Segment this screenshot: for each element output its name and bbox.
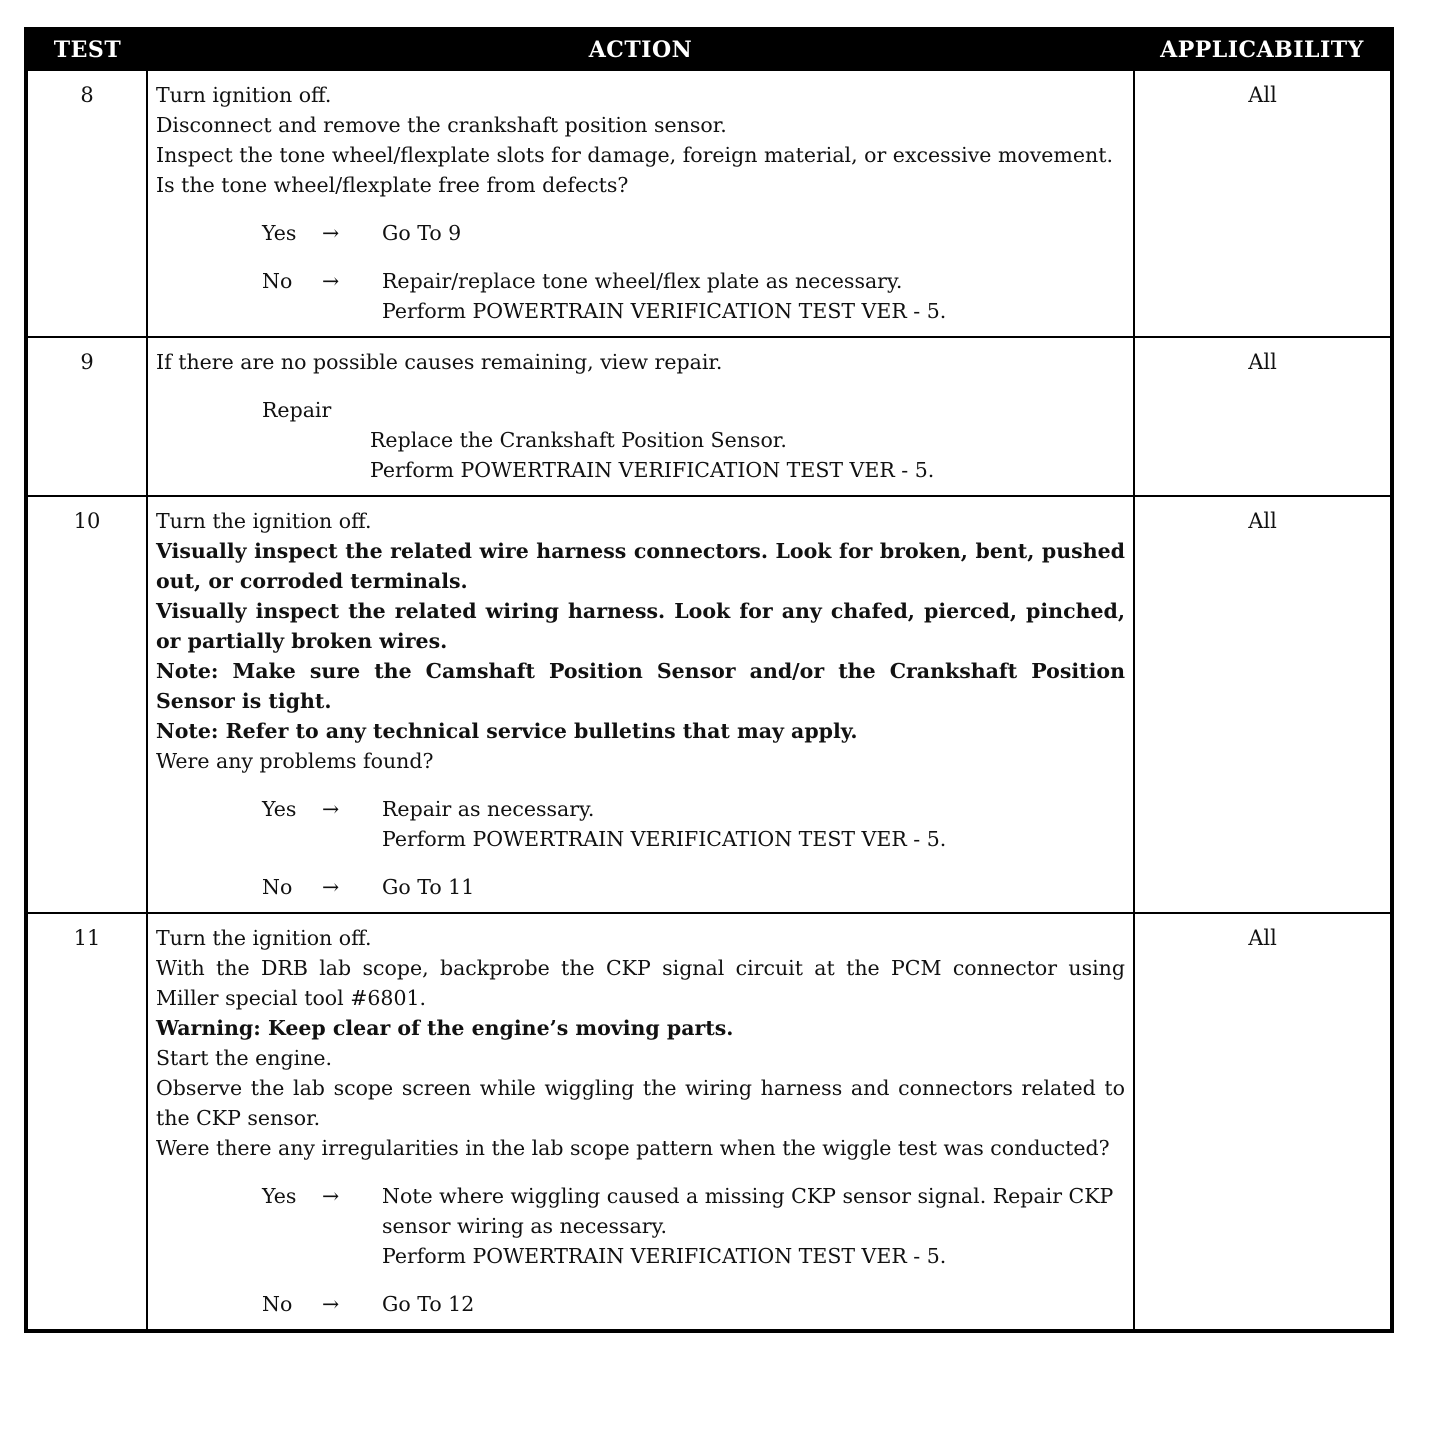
action-line: Start the engine.	[156, 1046, 333, 1070]
table-header-row	[26, 29, 1392, 70]
response-line: Repair as necessary.	[382, 797, 595, 821]
response-line: Go To 12	[382, 1292, 475, 1316]
action-line: If there are no possible causes remaining, view repair.	[156, 350, 723, 374]
action-line: Turn ignition off.	[156, 83, 332, 107]
applicability-value: All	[1134, 337, 1392, 496]
action-line: Were any problems found?	[156, 749, 434, 773]
arrow-icon: →	[322, 269, 340, 293]
response-text	[382, 794, 1125, 854]
arrow-icon: →	[322, 1184, 340, 1208]
response-label: No	[262, 269, 293, 293]
applicability-value: All	[1134, 913, 1392, 1331]
header-test: TEST	[26, 29, 147, 70]
response-label: Yes	[262, 1184, 297, 1208]
test-number: 10	[26, 496, 147, 913]
action-cell	[147, 496, 1134, 913]
repair-text	[370, 425, 1125, 485]
arrow-icon: →	[322, 221, 340, 245]
response-line: Perform POWERTRAIN VERIFICATION TEST VER - 5.	[382, 1244, 947, 1268]
response-yes	[262, 218, 1125, 248]
table-row	[26, 496, 1392, 913]
response-line: Perform POWERTRAIN VERIFICATION TEST VER - 5.	[382, 299, 947, 323]
response-text	[382, 266, 1125, 326]
response-yes	[262, 794, 1125, 854]
action-cell	[147, 70, 1134, 337]
response-text	[382, 218, 1125, 248]
applicability-value: All	[1134, 70, 1392, 337]
arrow-icon: →	[322, 875, 340, 899]
test-number: 9	[26, 337, 147, 496]
action-cell	[147, 337, 1134, 496]
response-label: No	[262, 1292, 293, 1316]
response-no	[262, 872, 1125, 902]
diagnostic-test-table	[24, 27, 1394, 1333]
action-line: Inspect the tone wheel/flexplate slots for damage, foreign material, or excessive movement.	[156, 143, 1113, 167]
response-no	[262, 266, 1125, 326]
action-line: With the DRB lab scope, backprobe the CKP signal circuit at the PCM connector using Miller special tool #6801.	[156, 956, 1125, 1010]
test-number: 8	[26, 70, 147, 337]
response-text	[382, 1181, 1125, 1271]
arrow-icon: →	[322, 797, 340, 821]
header-applicability: APPLICABILITY	[1134, 29, 1392, 70]
action-line: Note: Refer to any technical service bulletins that may apply.	[156, 719, 858, 743]
response-line: Go To 11	[382, 875, 475, 899]
response-text	[382, 872, 1125, 902]
action-line: Is the tone wheel/flexplate free from defects?	[156, 173, 629, 197]
response-label: Yes	[262, 797, 297, 821]
action-line: Visually inspect the related wiring harness. Look for any chafed, pierced, pinched, or partially broken wires.	[156, 599, 1125, 653]
repair-label: Repair	[262, 398, 332, 422]
arrow-icon: →	[322, 1292, 340, 1316]
table-row	[26, 70, 1392, 337]
action-line: Note: Make sure the Camshaft Position Sensor and/or the Crankshaft Position Sensor is tight.	[156, 659, 1125, 713]
response-label: Yes	[262, 221, 297, 245]
response-line: Note where wiggling caused a missing CKP sensor signal. Repair CKP sensor wiring as necessary.	[382, 1184, 1114, 1238]
action-cell	[147, 913, 1134, 1331]
response-line: Repair/replace tone wheel/flex plate as necessary.	[382, 269, 903, 293]
table-row	[26, 337, 1392, 496]
action-line: Turn the ignition off.	[156, 926, 372, 950]
action-line: Warning: Keep clear of the engine’s moving parts.	[156, 1016, 734, 1040]
action-line: Turn the ignition off.	[156, 509, 372, 533]
applicability-value: All	[1134, 496, 1392, 913]
response-yes	[262, 1181, 1125, 1271]
test-number: 11	[26, 913, 147, 1331]
repair-line: Perform POWERTRAIN VERIFICATION TEST VER - 5.	[370, 458, 935, 482]
response-line: Go To 9	[382, 221, 462, 245]
action-line: Observe the lab scope screen while wiggling the wiring harness and connectors related to the CKP sensor.	[156, 1076, 1125, 1130]
action-line: Visually inspect the related wire harness connectors. Look for broken, bent, pushed out, or corroded terminals.	[156, 539, 1125, 593]
response-label: No	[262, 875, 293, 899]
action-line: Disconnect and remove the crankshaft position sensor.	[156, 113, 727, 137]
response-no	[262, 1289, 1125, 1319]
response-text	[382, 1289, 1125, 1319]
action-line: Were there any irregularities in the lab scope pattern when the wiggle test was conducted?	[156, 1136, 1110, 1160]
header-action: ACTION	[147, 29, 1134, 70]
table-row	[26, 913, 1392, 1331]
repair-line: Replace the Crankshaft Position Sensor.	[370, 428, 787, 452]
response-line: Perform POWERTRAIN VERIFICATION TEST VER - 5.	[382, 827, 947, 851]
